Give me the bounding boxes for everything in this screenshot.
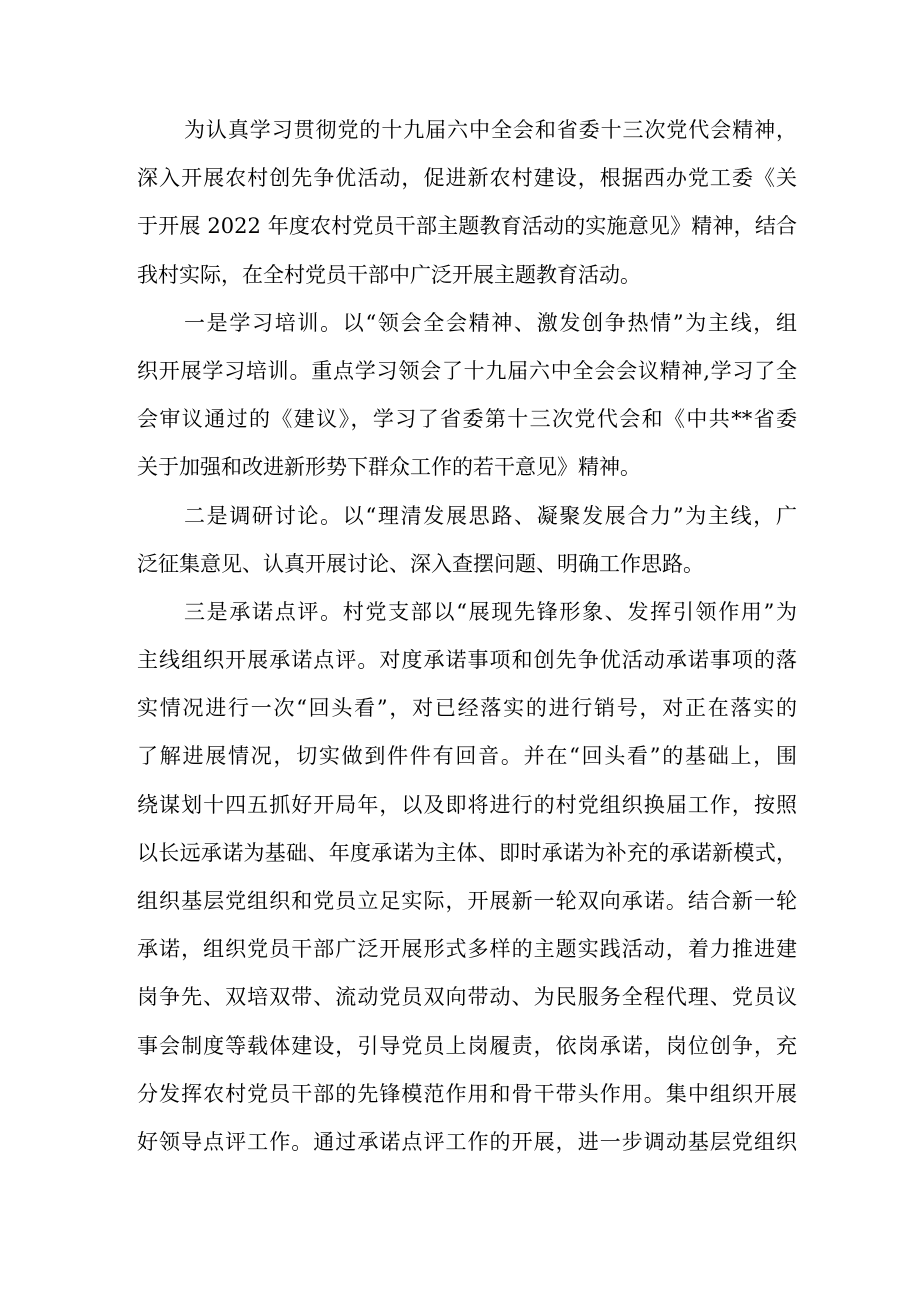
text-line: 深入开展农村创先争优活动，促进新农村建设，根据西办党工委《关: [137, 166, 797, 191]
text-line: 了解进展情况，切实做到件件有回音。并在“回头看”的基础上，围: [137, 744, 797, 769]
text-line: 会审议通过的《建议》，学习了省委第十三次党代会和《中共**省委: [137, 407, 797, 432]
text-line: 事会制度等载体建设，引导党员上岗履责，依岗承诺，岗位创争，充: [137, 1033, 797, 1058]
text-line: 分发挥农村党员干部的先锋模范作用和骨干带头作用。集中组织开展: [137, 1081, 797, 1106]
text-line: 实情况进行一次“回头看”，对已经落实的进行销号，对正在落实的: [137, 696, 797, 721]
text-line: 岗争先、双培双带、流动党员双向带动、为民服务全程代理、党员议: [137, 985, 797, 1010]
text-line: 以长远承诺为基础、年度承诺为主体、即时承诺为补充的承诺新模式，: [137, 840, 797, 865]
text-line: 二是调研讨论。以“理清发展思路、凝聚发展合力”为主线，广: [184, 503, 797, 528]
text-line: 织开展学习培训。重点学习领会了十九届六中全会会议精神,学习了全: [137, 358, 797, 383]
text-line: 承诺，组织党员干部广泛开展形式多样的主题实践活动，着力推进建: [137, 937, 797, 962]
text-line: 于开展 2022 年度农村党员干部主题教育活动的实施意见》精神，结合: [137, 214, 797, 239]
text-line: 三是承诺点评。村党支部以“展现先锋形象、发挥引领作用”为: [184, 599, 797, 624]
text-line: 组织基层党组织和党员立足实际，开展新一轮双向承诺。结合新一轮: [137, 889, 797, 913]
document-body: [137, 106, 797, 1166]
text-line: 好领导点评工作。通过承诺点评工作的开展，进一步调动基层党组织: [137, 1129, 797, 1154]
text-line: 关于加强和改进新形势下群众工作的若干意见》精神。: [137, 455, 641, 480]
text-line: 绕谋划十四五抓好开局年，以及即将进行的村党组织换届工作，按照: [137, 792, 797, 817]
text-line: 主线组织开展承诺点评。对度承诺事项和创先争优活动承诺事项的落: [137, 648, 797, 673]
text-line: 一是学习培训。以“领会全会精神、激发创争热情”为主线，组: [184, 310, 797, 335]
text-line: 我村实际，在全村党员干部中广泛开展主题教育活动。: [137, 262, 641, 287]
text-line: 泛征集意见、认真开展讨论、深入查摆问题、明确工作思路。: [137, 551, 704, 576]
text-line: 为认真学习贯彻党的十九届六中全会和省委十三次党代会精神，: [184, 118, 797, 142]
